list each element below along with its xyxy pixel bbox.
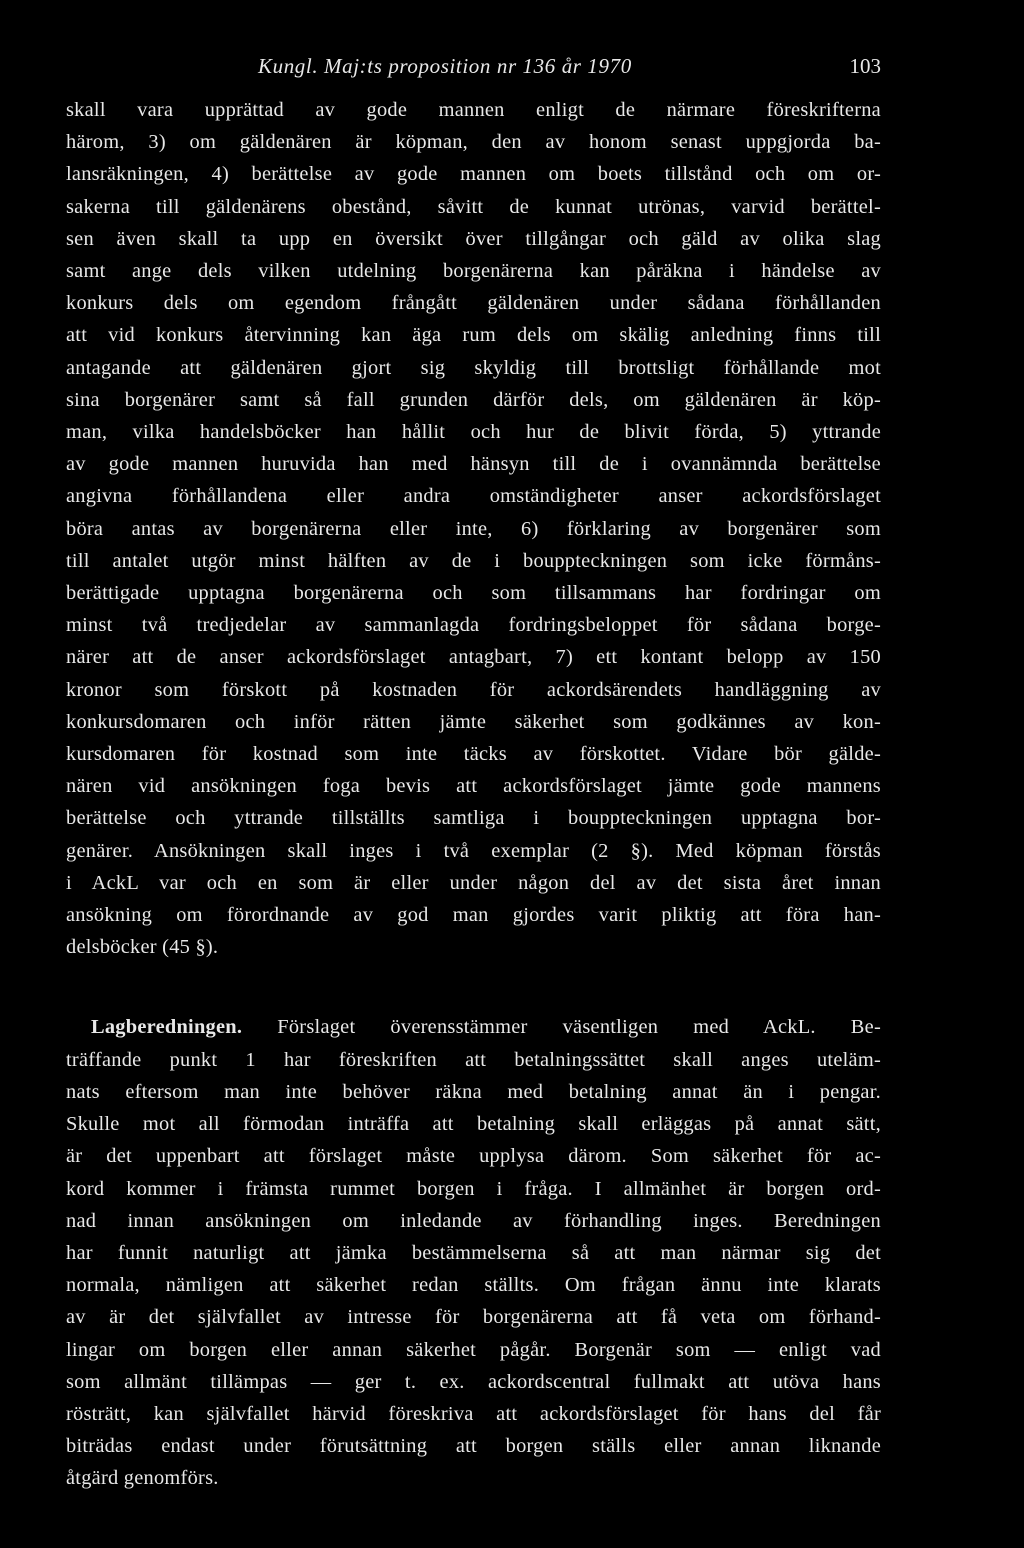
paragraph-line: normala, nämligen att säkerhet redan ställts. Om frågan ännu inte klarats [66,1274,881,1297]
paragraph-line: skall vara upprättad av gode mannen enligt de närmare föreskrifterna [66,99,881,121]
paragraph-line: att vid konkurs återvinning kan äga rum dels om skälig anledning finns till [66,324,881,347]
page-number: 103 [849,54,881,78]
paragraph-line: av är det självfallet av intresse för borgenärerna att få veta om förhand- [66,1306,881,1329]
paragraph-line: träffande punkt 1 har föreskriften att betalningssättet skall anges uteläm- [66,1048,881,1071]
paragraph-line: nad innan ansökningen om inledande av förhandling inges. Beredningen [66,1209,881,1232]
paragraph-line: biträdas endast under förutsättning att borgen ställs eller annan liknande [66,1435,881,1458]
paragraph-line: till antalet utgör minst hälften av de i bouppteckningen som icke förmåns- [66,549,881,572]
paragraph-line: genärer. Ansökningen skall inges i två exemplar (2 §). Med köpman förstås [66,839,881,862]
paragraph-line: har funnit naturligt att jämka bestämmelserna så att man närmar sig det [66,1241,881,1264]
paragraph-line: berättigade upptagna borgenärerna och som tillsammans har fordringar om [66,582,881,605]
paragraph-line: lingar om borgen eller annan säkerhet pågår. Borgenär som — enligt vad [66,1338,881,1361]
paragraph-line: kronor som förskott på kostnaden för ackordsärendets handläggning av [66,678,881,701]
paragraph-line: kursdomaren för kostnad som inte täcks av förskottet. Vidare bör gälde- [66,743,881,766]
paragraph-line: kord kommer i främsta rummet borgen i fråga. I allmänhet är borgen ord- [66,1177,881,1200]
paragraph-line: böra antas av borgenärerna eller inte, 6) förklaring av borgenärer som [66,517,881,540]
paragraph-line: nats eftersom man inte behöver räkna med betalning annat än i pengar. [66,1080,881,1103]
paragraph-line: närer att de anser ackordsförslaget antagbart, 7) ett kontant belopp av 150 [66,646,881,669]
paragraph-line: minst två tredjedelar av sammanlagda fordringsbeloppet för sådana borge- [66,614,881,637]
paragraph-line: angivna förhållandena eller andra omständigheter anser ackordsförslaget [66,485,881,508]
body-paragraph-1 [66,94,881,963]
paragraph-line: åtgärd genomförs. [66,1467,219,1490]
section-lead-heading: Lagberedningen. [91,1016,243,1039]
paragraph-line [66,1011,881,1043]
paragraph-line: sakerna till gäldenärens obestånd, såvitt de kunnat utrönas, varvid berättel- [66,195,881,218]
document-page [66,48,881,1495]
paragraph-line: av gode mannen huruvida han med hänsyn till de i ovannämnda berättelse [66,453,881,476]
paragraph-line: delsböcker (45 §). [66,936,219,959]
paragraph-line: är det uppenbart att förslaget måste upplysa därom. Som säkerhet för ac- [66,1145,881,1168]
paragraph-line: samt ange dels vilken utdelning borgenärerna kan påräkna i händelse av [66,260,881,283]
paragraph-line: berättelse och yttrande tillställts samtliga i bouppteckningen upptagna bor- [66,807,881,830]
page-header [66,48,881,88]
paragraph-line: konkursdomaren och inför rätten jämte säkerhet som godkännes av kon- [66,710,881,733]
paragraph-line: sina borgenärer samt så fall grunden därför dels, om gäldenären är köp- [66,388,881,411]
paragraph-line: ansökning om förordnande av god man gjordes varit pliktig att föra han- [66,904,881,927]
running-head: Kungl. Maj:ts proposition nr 136 år 1970 [258,54,632,78]
paragraph-line: antagande att gäldenären gjort sig skyldig till brottsligt förhållande mot [66,356,881,379]
paragraph-line: konkurs dels om egendom frångått gäldenären under sådana förhållanden [66,292,881,315]
paragraph-line: rösträtt, kan självfallet härvid föreskriva att ackordsförslaget för hans del får [66,1402,881,1425]
paragraph-line: nären vid ansökningen foga bevis att ackordsförslaget jämte gode mannens [66,775,881,798]
paragraph-line: härom, 3) om gäldenären är köpman, den av honom senast uppgjorda ba- [66,131,881,154]
paragraph-line-text: Förslaget överensstämmer väsentligen med AckL. Be- [242,1016,881,1039]
paragraph-line: sen även skall ta upp en översikt över tillgångar och gäld av olika slag [66,227,881,250]
body-paragraph-2 [66,1011,881,1494]
paragraph-line: i AckL var och en som är eller under någon del av det sista året innan [66,871,881,894]
paragraph-line: Skulle mot all förmodan inträffa att betalning skall erläggas på annat sätt, [66,1113,881,1136]
paragraph-line: som allmänt tillämpas — ger t. ex. ackordscentral fullmakt att utöva hans [66,1370,881,1393]
paragraph-line: lansräkningen, 4) berättelse av gode mannen om boets tillstånd och om or- [66,163,881,186]
paragraph-line: man, vilka handelsböcker han hållit och hur de blivit förda, 5) yttrande [66,421,881,444]
